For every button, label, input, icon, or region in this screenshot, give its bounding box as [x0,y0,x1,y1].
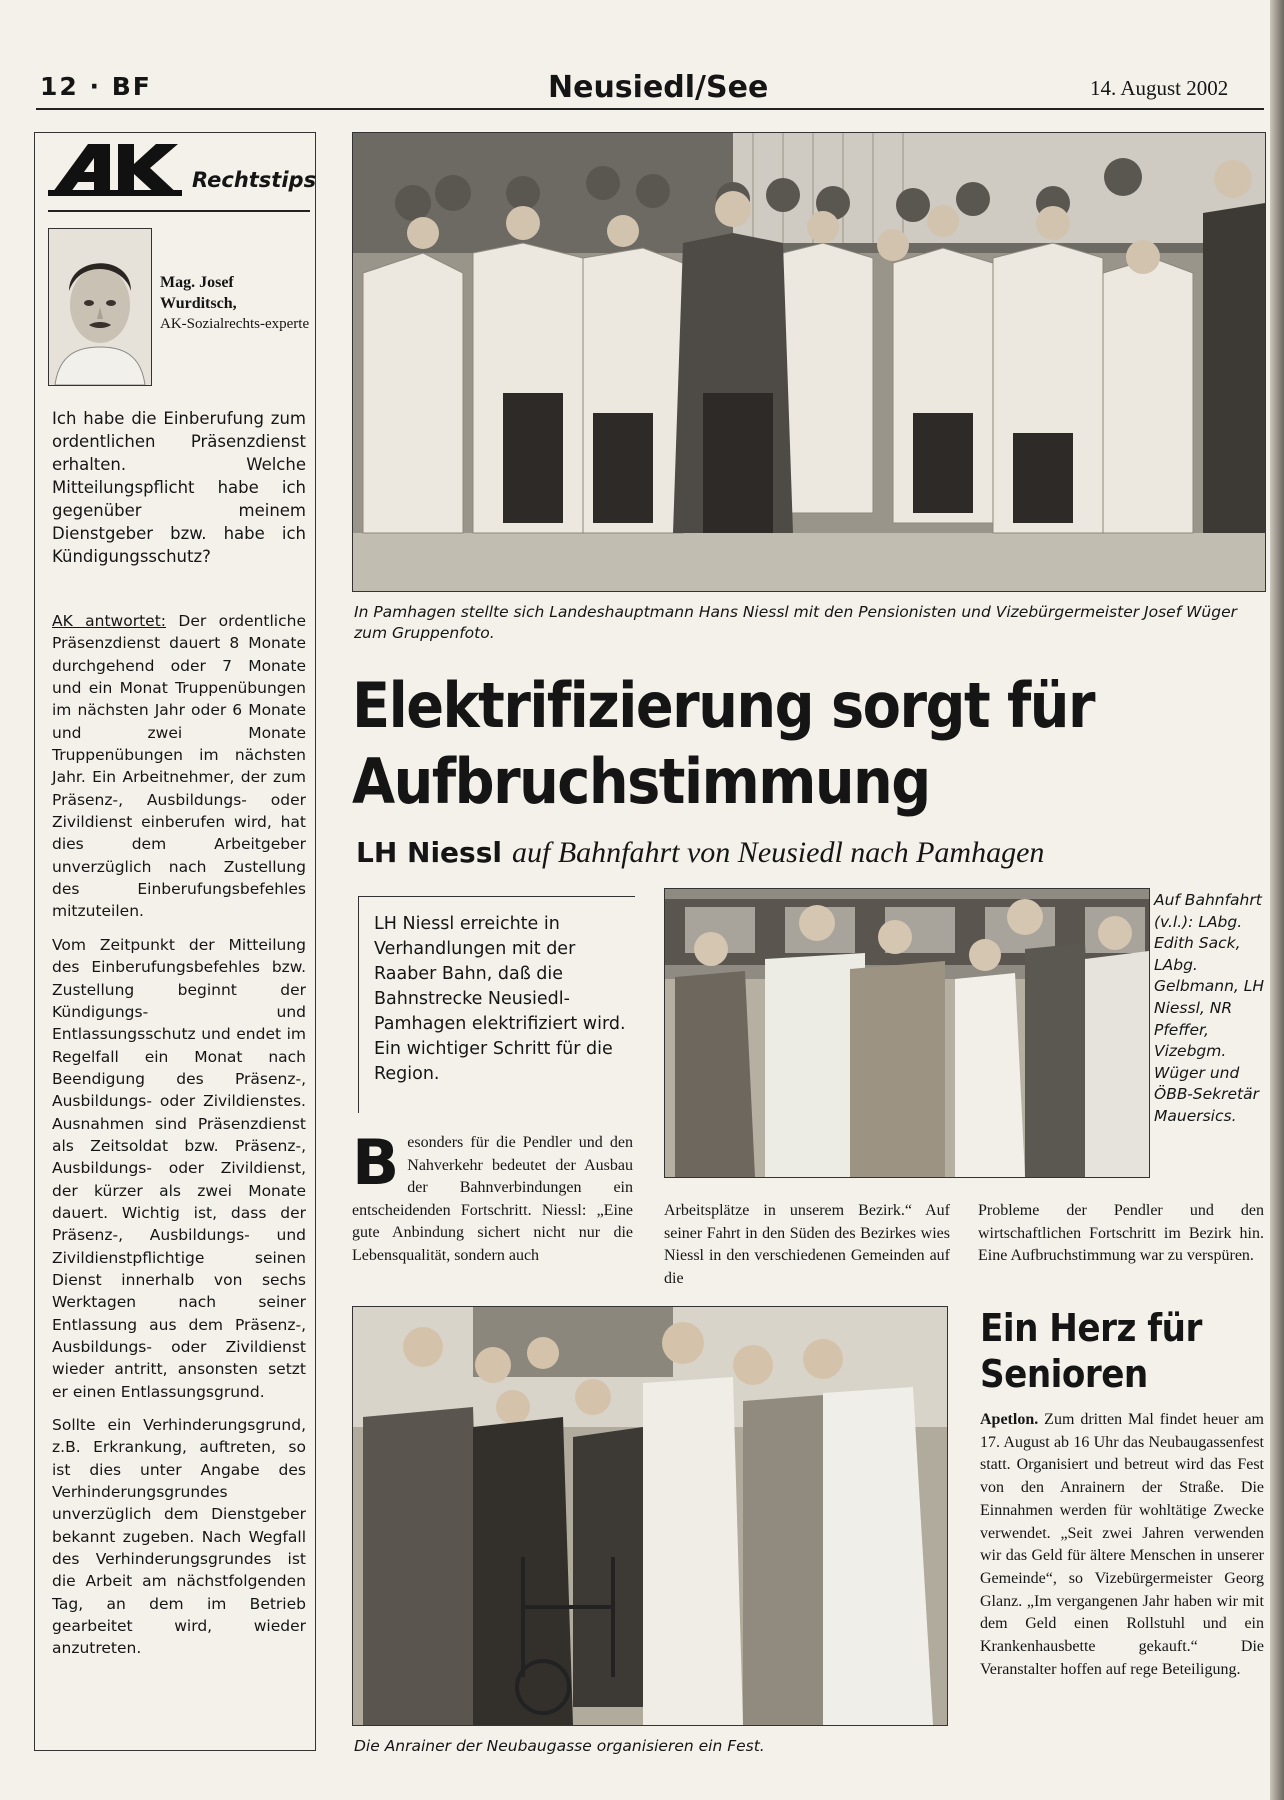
photo-caption-bottom: Die Anrainer der Neubaugasse organisieren ein Fest. [354,1737,765,1755]
article-headline [352,668,1272,820]
article-lead: LH Niessl erreichte in Verhandlungen mit der Raaber Bahn, daß die Bahnstrecke Neusiedl-Pamhagen elektrifiziert wird. Ein wichtiger Schritt für die Region. [374,914,626,1084]
group-photo-pamhagen [352,132,1266,592]
expert-name-line1: Mag. Josef [160,274,234,291]
deck-bold: LH Niessl [356,836,502,869]
train-trip-photo [664,888,1150,1178]
page-number: 12 · BF [40,72,152,101]
column-title: Rechtstips [192,168,317,192]
body-column-1 [352,1126,633,1267]
expert-credit [160,272,310,335]
issue-date: 14. August 2002 [1090,76,1229,100]
answer-paragraph: Sollte ein Verhinderungsgrund, z.B. Erkrankung, auftreten, so ist dies unter Angabe des Verhinderungsgrundes unverzüglich dem Dienstgeber bekannt zugeben. Nach Wegfall des Verhinderungsgrundes ist die Arbeit am nächstfolgenden Tag, an dem im Betrieb gearbeitet wird, wieder anzutreten. [52,1416,306,1658]
ak-logo [48,140,184,200]
expert-answer [52,610,306,1671]
headline-line-1: Elektrifizierung sorgt für [352,669,1095,742]
photo-caption-middle: Auf Bahnfahrt (v.l.): LAbg. Edith Sack, LAbg. Gelbmann, LH Niessl, NR Pfeffer, Vizebgm. Wüger und ÖBB-Sekretär Mauersics. [1154,891,1265,1125]
answer-paragraph: Vom Zeitpunkt der Mitteilung des Einberufungsbefehles bzw. Zustellung beginnt der Kündigungs- und Entlassungsschutz und endet im Regelfall ein Monat nach Beendigung des Präsenz-, Ausbildungs- oder Zivildienstes. Ausnahmen sind Präsenzdienst als Zeitsoldat bzw. Präsenz-, Ausbildungs- oder Zivildienst, der kürzer als zwei Monate dauert. Wichtig ist, dass der Präsenz-, Ausbildungs- und Zivildienstpflichtige seinen Dienst innerhalb von sechs Werktagen nach seiner Entlassung aus dem Präsenz-, Ausbildungs- oder Zivildienst wieder antritt, ansonsten setzt er einen Entlassungsgrund. [52,935,306,1401]
header-rule [36,108,1264,110]
body-column-3: Probleme der Pendler und den wirtschaftlichen Fortschritt im Bezirk hin. Eine Aufbruchstimmung war zu verspüren. [978,1202,1264,1264]
body-column-2: Arbeitsplätze in unserem Bezirk.“ Auf seiner Fahrt in den Süden des Bezirkes wies Niessl in den verschiedenen Gemeinden auf die [664,1202,950,1287]
headline-line-2: Aufbruchstimmung [352,745,930,818]
section-title: Neusiedl/See [548,70,769,105]
column-title-rule [48,210,310,212]
photo-caption-top: In Pamhagen stellte sich Landeshauptmann Hans Niessl mit den Pensionisten und Vizebürgermeister Josef Wüger zum Gruppenfoto. [354,603,1237,642]
deck-italic: auf Bahnfahrt von Neusiedl nach Pamhagen [511,836,1045,869]
sub-article-headline: Ein Herz für Senioren [980,1306,1202,1396]
dateline: Apetlon. [980,1411,1039,1428]
body-text-1: esonders für die Pendler und den Nahverkehr bedeutet der Ausbau der Bahnverbindungen ein entscheidenden Fortschritt. Niessl: „Eine gute Anbindung sichert nicht nur die Lebensqualität, sondern auch [352,1134,633,1264]
answer-text: Der ordentliche Präsenzdienst dauert 8 Monate durchgehend oder 7 Monate und ein Monat Truppenübungen im nächsten Jahr oder 6 Monate und zwei Monate Truppenübungen im nächsten Jahr. Ein Arbeitnehmer, der zum Präsenz-, Ausbildungs- oder Zivildienst einberufen wird, hat dies dem Arbeitgeber unverzüglich nach Zustellung des Einberufungsbefehles mitzuteilen. [52,612,306,921]
answer-label: AK antwortet: [52,612,167,630]
expert-name-line2: Wurditsch, [160,295,237,312]
article-subheadline [356,836,1044,870]
drop-cap: B [352,1126,400,1199]
neubaugasse-photo [352,1306,948,1726]
expert-portrait [48,228,152,386]
reader-question: Ich habe die Einberufung zum ordentlichen Präsenzdienst erhalten. Welche Mitteilungspflicht habe ich gegenüber meinem Dienstgeber bzw. habe ich Kündigungsschutz? [52,409,306,566]
page-edge-shadow [1270,0,1284,1800]
answer-paragraph [52,610,306,923]
sub-article-text: Zum dritten Mal findet heuer am 17. August ab 16 Uhr das Neubaugassenfest statt. Organisiert und betreut wird das Fest von den Anrainern der Straße. Die Einnahmen werden für wohltätige Zwecke verwendet. „Seit zwei Jahren verwenden wir das Geld für ältere Menschen in unserer Gemeinde“, so Vizebürgermeister Georg Glanz. „Im vergangenen Jahr haben wir mit dem Geld einen Rollstuhl und ein Krankenhausbette gekauft.“ Die Veranstalter hoffen auf rege Beteiligung. [980,1411,1264,1678]
expert-role: AK-Sozialrechts-experte [160,316,310,332]
sub-article-body [980,1409,1264,1681]
